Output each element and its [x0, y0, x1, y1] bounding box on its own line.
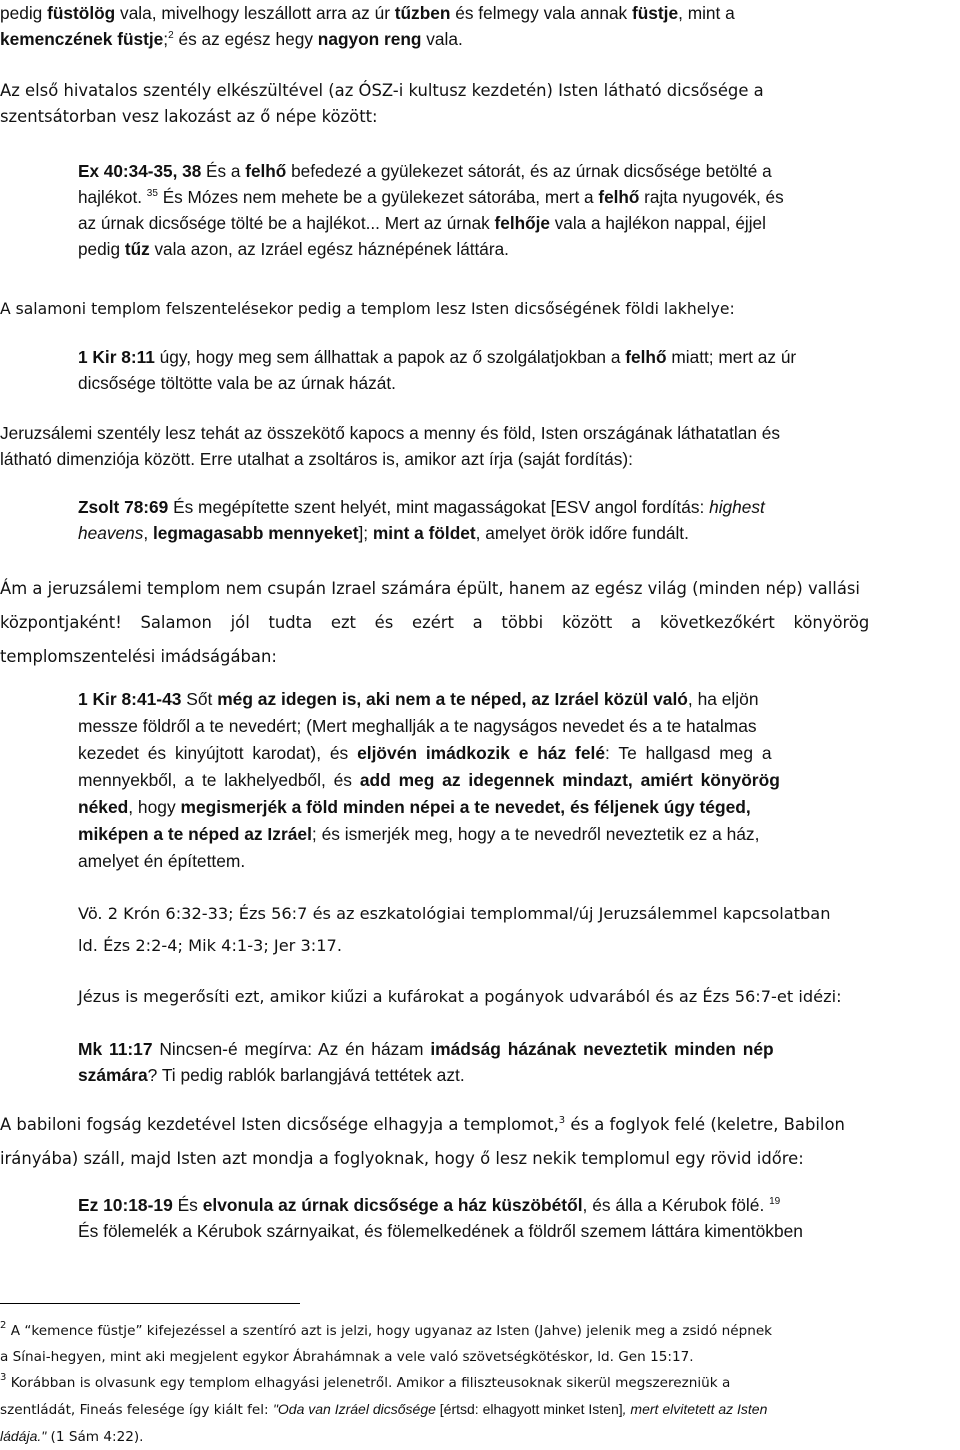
text-run: pedig: [0, 3, 48, 23]
paragraph: [78, 898, 960, 962]
text-line: [78, 767, 960, 794]
text-run-bold: nagyon reng: [317, 29, 422, 49]
scripture-quote: [78, 686, 960, 875]
text-run: vala.: [421, 29, 463, 49]
verse-reference: 1 Kir 8:11: [78, 347, 155, 367]
text-run: És a: [201, 161, 246, 181]
text-line: [78, 794, 960, 821]
text-run: szentládát, Fineás felesége így kiált fel:: [0, 1402, 273, 1418]
text-line: [78, 686, 960, 713]
text-run: vala azon, az Izráel egész háznépének láttára.: [149, 239, 509, 259]
text-run-bold: felhő: [245, 161, 287, 181]
paragraph-continuation: [0, 0, 960, 52]
text-run: , és álla a Kérubok fölé.: [582, 1195, 770, 1215]
text-run: , mint a: [678, 3, 735, 23]
text-line: a Sínai-hegyen, mint aki megjelent egykor Ábrahámnak a vele való szövetségkötéskor, ld. Gen 15:17.: [0, 1349, 694, 1365]
text-run-bold: felhője: [494, 213, 550, 233]
scripture-quote: [78, 1192, 960, 1244]
text-run-bold: kemenczének füstje: [0, 29, 164, 49]
text-run-bold: felhő: [625, 347, 667, 367]
text-run-italic: heavens: [78, 523, 144, 543]
text-run: Korábban is olvasunk egy templom elhagyási jelenetről. Amikor a filiszteusoknak sikerül megszerezniük a: [6, 1375, 731, 1391]
scripture-quote: [78, 494, 960, 546]
text-run-bold: imádság házának neveztetik minden nép: [430, 1039, 774, 1059]
footnotes: [0, 1318, 960, 1450]
text-run: Nincsen-é megírva: Az én házam: [152, 1039, 431, 1059]
paragraph: [0, 420, 960, 472]
text-line: [0, 1423, 960, 1450]
text-line: [0, 1396, 960, 1423]
text-line: Vö. 2 Krón 6:32-33; Ézs 56:7 és az eszkatológiai templommal/új Jeruzsálemmel kapcsolatban: [78, 904, 831, 923]
footnote-ref[interactable]: 2: [168, 30, 174, 41]
text-run: mennyekből, a te lakhelyedből, és: [78, 770, 360, 790]
footnote-3: [0, 1370, 960, 1396]
text-line: [78, 740, 960, 767]
text-run-italic: "Oda van Izráel dicsősége: [272, 1401, 436, 1417]
text-run: , ha eljön: [687, 689, 759, 709]
verse-reference: Ex 40:34-35, 38: [78, 161, 202, 181]
text-line: irányába) száll, majd Isten azt mondja a foglyoknak, hogy ő lesz nekik templomul egy rövid időre:: [0, 1149, 804, 1168]
text-run-bold: elvonula az úrnak dicsősége a ház küszöbétől: [202, 1195, 583, 1215]
text-run: ,: [143, 523, 153, 543]
footnote-separator: [0, 1303, 300, 1304]
text-run-bold: felhő: [598, 187, 640, 207]
text-run: ; és ismerjék meg, hogy a te nevedről neveztetik ez a ház,: [311, 824, 760, 844]
text-run: az úrnak dicsősége tölté be a hajlékot... Mert az úrnak: [78, 213, 495, 233]
text-line: ld. Ézs 2:2-4; Mik 4:1-3; Jer 3:17.: [78, 936, 342, 955]
text-run-bold: számára: [78, 1065, 148, 1085]
scripture-quote: [78, 344, 960, 396]
text-run: befedezé a gyülekezet sátorát, és az úrnak dicsősége betölté a: [286, 161, 772, 181]
paragraph: [78, 984, 960, 1010]
verse-reference: 1 Kir 8:41-43: [78, 689, 182, 709]
text-run: ? Ti pedig rablók barlangjává tettétek azt.: [147, 1065, 465, 1085]
text-run: , hogy: [128, 797, 181, 817]
text-line: [78, 236, 960, 262]
text-line: [78, 158, 960, 184]
text-line: amelyet én építettem.: [78, 851, 246, 871]
text-run: A babiloni fogság kezdetével Isten dicsősége elhagyja a templomot,: [0, 1115, 559, 1134]
text-run-bold: add meg az idegennek mindazt, amiért könyörög: [359, 770, 780, 790]
text-run: kezedet és kinyújtott karodat), és: [78, 743, 358, 763]
text-line: [78, 1192, 960, 1218]
verse-reference: Zsolt 78:69: [78, 497, 169, 517]
text-line: Jeruzsálemi szentély lesz tehát az összekötő kapocs a menny és föld, Isten országának láthatatlan és: [0, 423, 780, 443]
text-line: Az első hivatalos szentély elkészültével (az ÓSZ-i kultusz kezdetén) Isten látható dicsősége a: [0, 81, 764, 100]
text-run: , amelyet örök időre fundált.: [475, 523, 689, 543]
text-run: és az egész hegy: [173, 29, 318, 49]
footnote-number: 2: [0, 1320, 7, 1331]
text-run: A “kemence füstje” kifejezéssel a szentíró azt is jelzi, hogy ugyanaz az Isten (Jahve) jelenik meg a zsidó népnek: [6, 1323, 773, 1339]
text-run: [értsd: elhagyott minket Isten]: [435, 1401, 623, 1417]
text-line: szentsátorban vesz lakozást az ő népe között:: [0, 107, 378, 126]
scripture-quote: [78, 158, 960, 262]
text-run-bold: mint a földet: [372, 523, 476, 543]
text-run-bold: eljövén imádkozik e ház felé: [357, 743, 606, 763]
paragraph: [0, 1108, 960, 1176]
footnote-number: 3: [0, 1372, 7, 1383]
text-run: És megépítette szent helyét, mint magasságokat [ESV angol fordítás:: [168, 497, 710, 517]
verse-reference: Ez 10:18-19: [78, 1195, 173, 1215]
text-run: És: [172, 1195, 203, 1215]
text-run: hajlékot.: [78, 187, 147, 207]
text-line: És fölemelék a Kérubok szárnyaikat, és fölemelkedének a földről szemem láttára kimentökben: [78, 1221, 803, 1241]
text-line: [78, 210, 960, 236]
text-run: Sőt: [181, 689, 218, 709]
text-line: [78, 520, 960, 546]
text-run: És Mózes nem mehete be a gyülekezet sátorába, mert a: [157, 187, 599, 207]
text-run: pedig: [78, 239, 125, 259]
text-run: és a foglyok felé (keletre, Babilon: [565, 1115, 845, 1134]
text-line: templomszentelési imádságában:: [0, 647, 277, 666]
text-line: [0, 1108, 960, 1142]
text-line: A salamoni templom felszentelésekor pedig a templom lesz Isten dicsőségének földi lakhelye:: [0, 300, 735, 318]
verse-reference: Mk 11:17: [78, 1039, 153, 1059]
text-run-bold: miképen a te néped az Izráel: [78, 824, 312, 844]
verse-number: 35: [146, 188, 158, 199]
text-run: miatt; mert az úr: [666, 347, 797, 367]
text-run: úgy, hogy meg sem állhattak a papok az ő szolgálatjokban a: [154, 347, 626, 367]
text-line: [0, 0, 960, 26]
text-line: [78, 821, 960, 848]
text-run-bold: füstje: [632, 3, 679, 23]
text-line: központjaként! Salamon jól tudta ezt és ezért a többi között a következőkért könyörög: [0, 613, 870, 632]
text-run-bold: legmagasabb mennyeket: [152, 523, 359, 543]
text-run-italic: , mert elvitetett az Isten: [622, 1401, 768, 1417]
text-run: : Te hallgasd meg a: [605, 743, 772, 763]
text-run: (1 Sám 4:22).: [46, 1429, 144, 1445]
text-line: kemenczének füstje;$^2$ és az egész hegy nagyon reng vala.: [0, 29, 463, 49]
text-line: messze földről a te nevedért; (Mert meghallják a te nagyságos nevedet és a te hatalmas: [78, 716, 757, 736]
text-run-bold: megismerjék a föld minden népei a te nevedet, és féljenek úgy téged,: [180, 797, 751, 817]
text-run: és felmegy vala annak: [450, 3, 632, 23]
footnote-2: [0, 1318, 960, 1344]
paragraph: [0, 572, 960, 674]
text-run: vala a hajlékon nappal, éjjel: [549, 213, 766, 233]
text-line: dicsősége töltötte vala be az úrnak házát.: [78, 373, 396, 393]
paragraph: [0, 78, 960, 130]
text-line: [78, 494, 960, 520]
text-run-bold: füstölög: [47, 3, 116, 23]
text-line: Jézus is megerősíti ezt, amikor kiűzi a kufárokat a pogányok udvarából és az Ézs 56:7-et idézi:: [78, 987, 842, 1006]
text-line: Ám a jeruzsálemi templom nem csupán Izrael számára épült, hanem az egész világ (minden nép) vallási: [0, 579, 860, 598]
text-line: [78, 1036, 960, 1062]
text-run-bold: néked: [78, 797, 129, 817]
text-run: rajta nyugovék, és: [639, 187, 784, 207]
text-line: látható dimenziója között. Erre utalhat a zsoltáros is, amikor azt írja (saját fordítás):: [0, 449, 633, 469]
text-line: [78, 344, 960, 370]
text-run-italic: highest: [709, 497, 765, 517]
scripture-quote: [78, 1036, 960, 1088]
text-run-bold: tűzben: [394, 3, 451, 23]
text-run-bold: még az idegen is, aki nem a te néped, az Izráel közül való: [217, 689, 688, 709]
text-line: [78, 1062, 960, 1088]
text-line: [78, 184, 960, 210]
footnote-ref[interactable]: 3: [558, 1115, 566, 1126]
text-run: ];: [358, 523, 373, 543]
text-run-italic: ládája.": [0, 1428, 47, 1444]
verse-number: 19: [769, 1196, 781, 1207]
text-run-bold: tűz: [124, 239, 150, 259]
paragraph: [0, 296, 960, 322]
text-run: vala, mivelhogy leszállott arra az úr: [115, 3, 395, 23]
